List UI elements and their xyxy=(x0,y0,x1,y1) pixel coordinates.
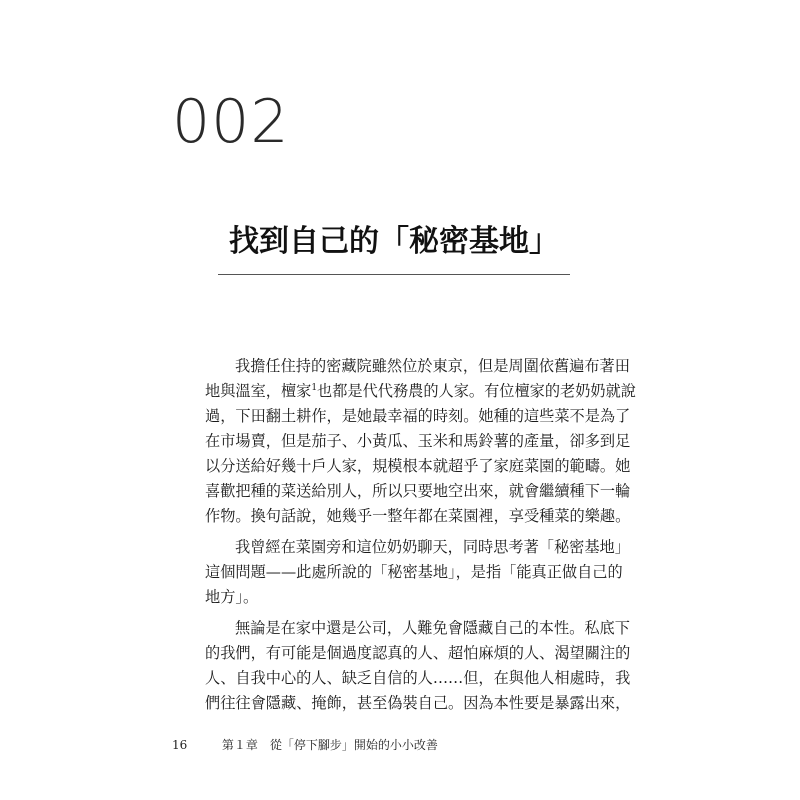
text-line: 我曾經在菜園旁和這位奶奶聊天，同時思考著「秘密基地」 xyxy=(235,538,630,556)
text-line: 無論是在家中還是公司，人難免會隱藏自己的本性。私底下 xyxy=(235,619,630,637)
text-line: 地方」。 xyxy=(205,588,259,606)
text-line-part: 也都是代代務農的人家。有位檀家的老奶奶就說 xyxy=(317,382,636,400)
page-number: 16 xyxy=(172,738,188,752)
text-line: 人、自我中心的人、缺乏自信的人……但，在與他人相處時，我 xyxy=(205,669,631,687)
running-head: 第１章 從「停下腳步」開始的小小改善 xyxy=(221,738,438,752)
text-line xyxy=(205,379,636,404)
text-line: 作物。換句話說，她幾乎一整年都在菜園裡，享受種菜的樂趣。 xyxy=(205,507,631,525)
text-line: 以分送給好幾十戶人家，規模根本就超乎了家庭菜園的範疇。她 xyxy=(205,457,631,475)
page-footer xyxy=(172,736,438,753)
text-line: 的我們，有可能是個過度認真的人、超怕麻煩的人、渴望關注的 xyxy=(205,644,631,662)
text-line: 們往往會隱藏、掩飾，甚至偽裝自己。因為本性要是暴露出來， xyxy=(205,694,631,712)
text-line: 在市場賣，但是茄子、小黃瓜、玉米和馬鈴薯的產量，卻多到足 xyxy=(205,432,631,450)
footnote-mark: 1 xyxy=(311,382,318,393)
text-line: 喜歡把種的菜送給別人，所以只要地空出來，就會繼續種下一輪 xyxy=(205,482,631,500)
text-line: 這個問題——此處所說的「秘密基地」，是指「能真正做自己的 xyxy=(205,563,623,581)
text-line-part: 地與溫室，檀家 xyxy=(205,382,312,400)
text-line: 過，下田翻土耕作，是她最幸福的時刻。她種的這些菜不是為了 xyxy=(205,407,631,425)
body-text xyxy=(205,354,636,722)
text-line: 我擔任住持的密藏院雖然位於東京，但是周圍依舊遍布著田 xyxy=(235,357,630,375)
paragraph-1 xyxy=(205,354,636,529)
section-title: 找到自己的「秘密基地」 xyxy=(229,224,559,259)
title-underline xyxy=(218,274,570,275)
paragraph-2 xyxy=(205,535,630,610)
section-number: 002 xyxy=(172,87,290,157)
paragraph-3 xyxy=(205,616,631,716)
